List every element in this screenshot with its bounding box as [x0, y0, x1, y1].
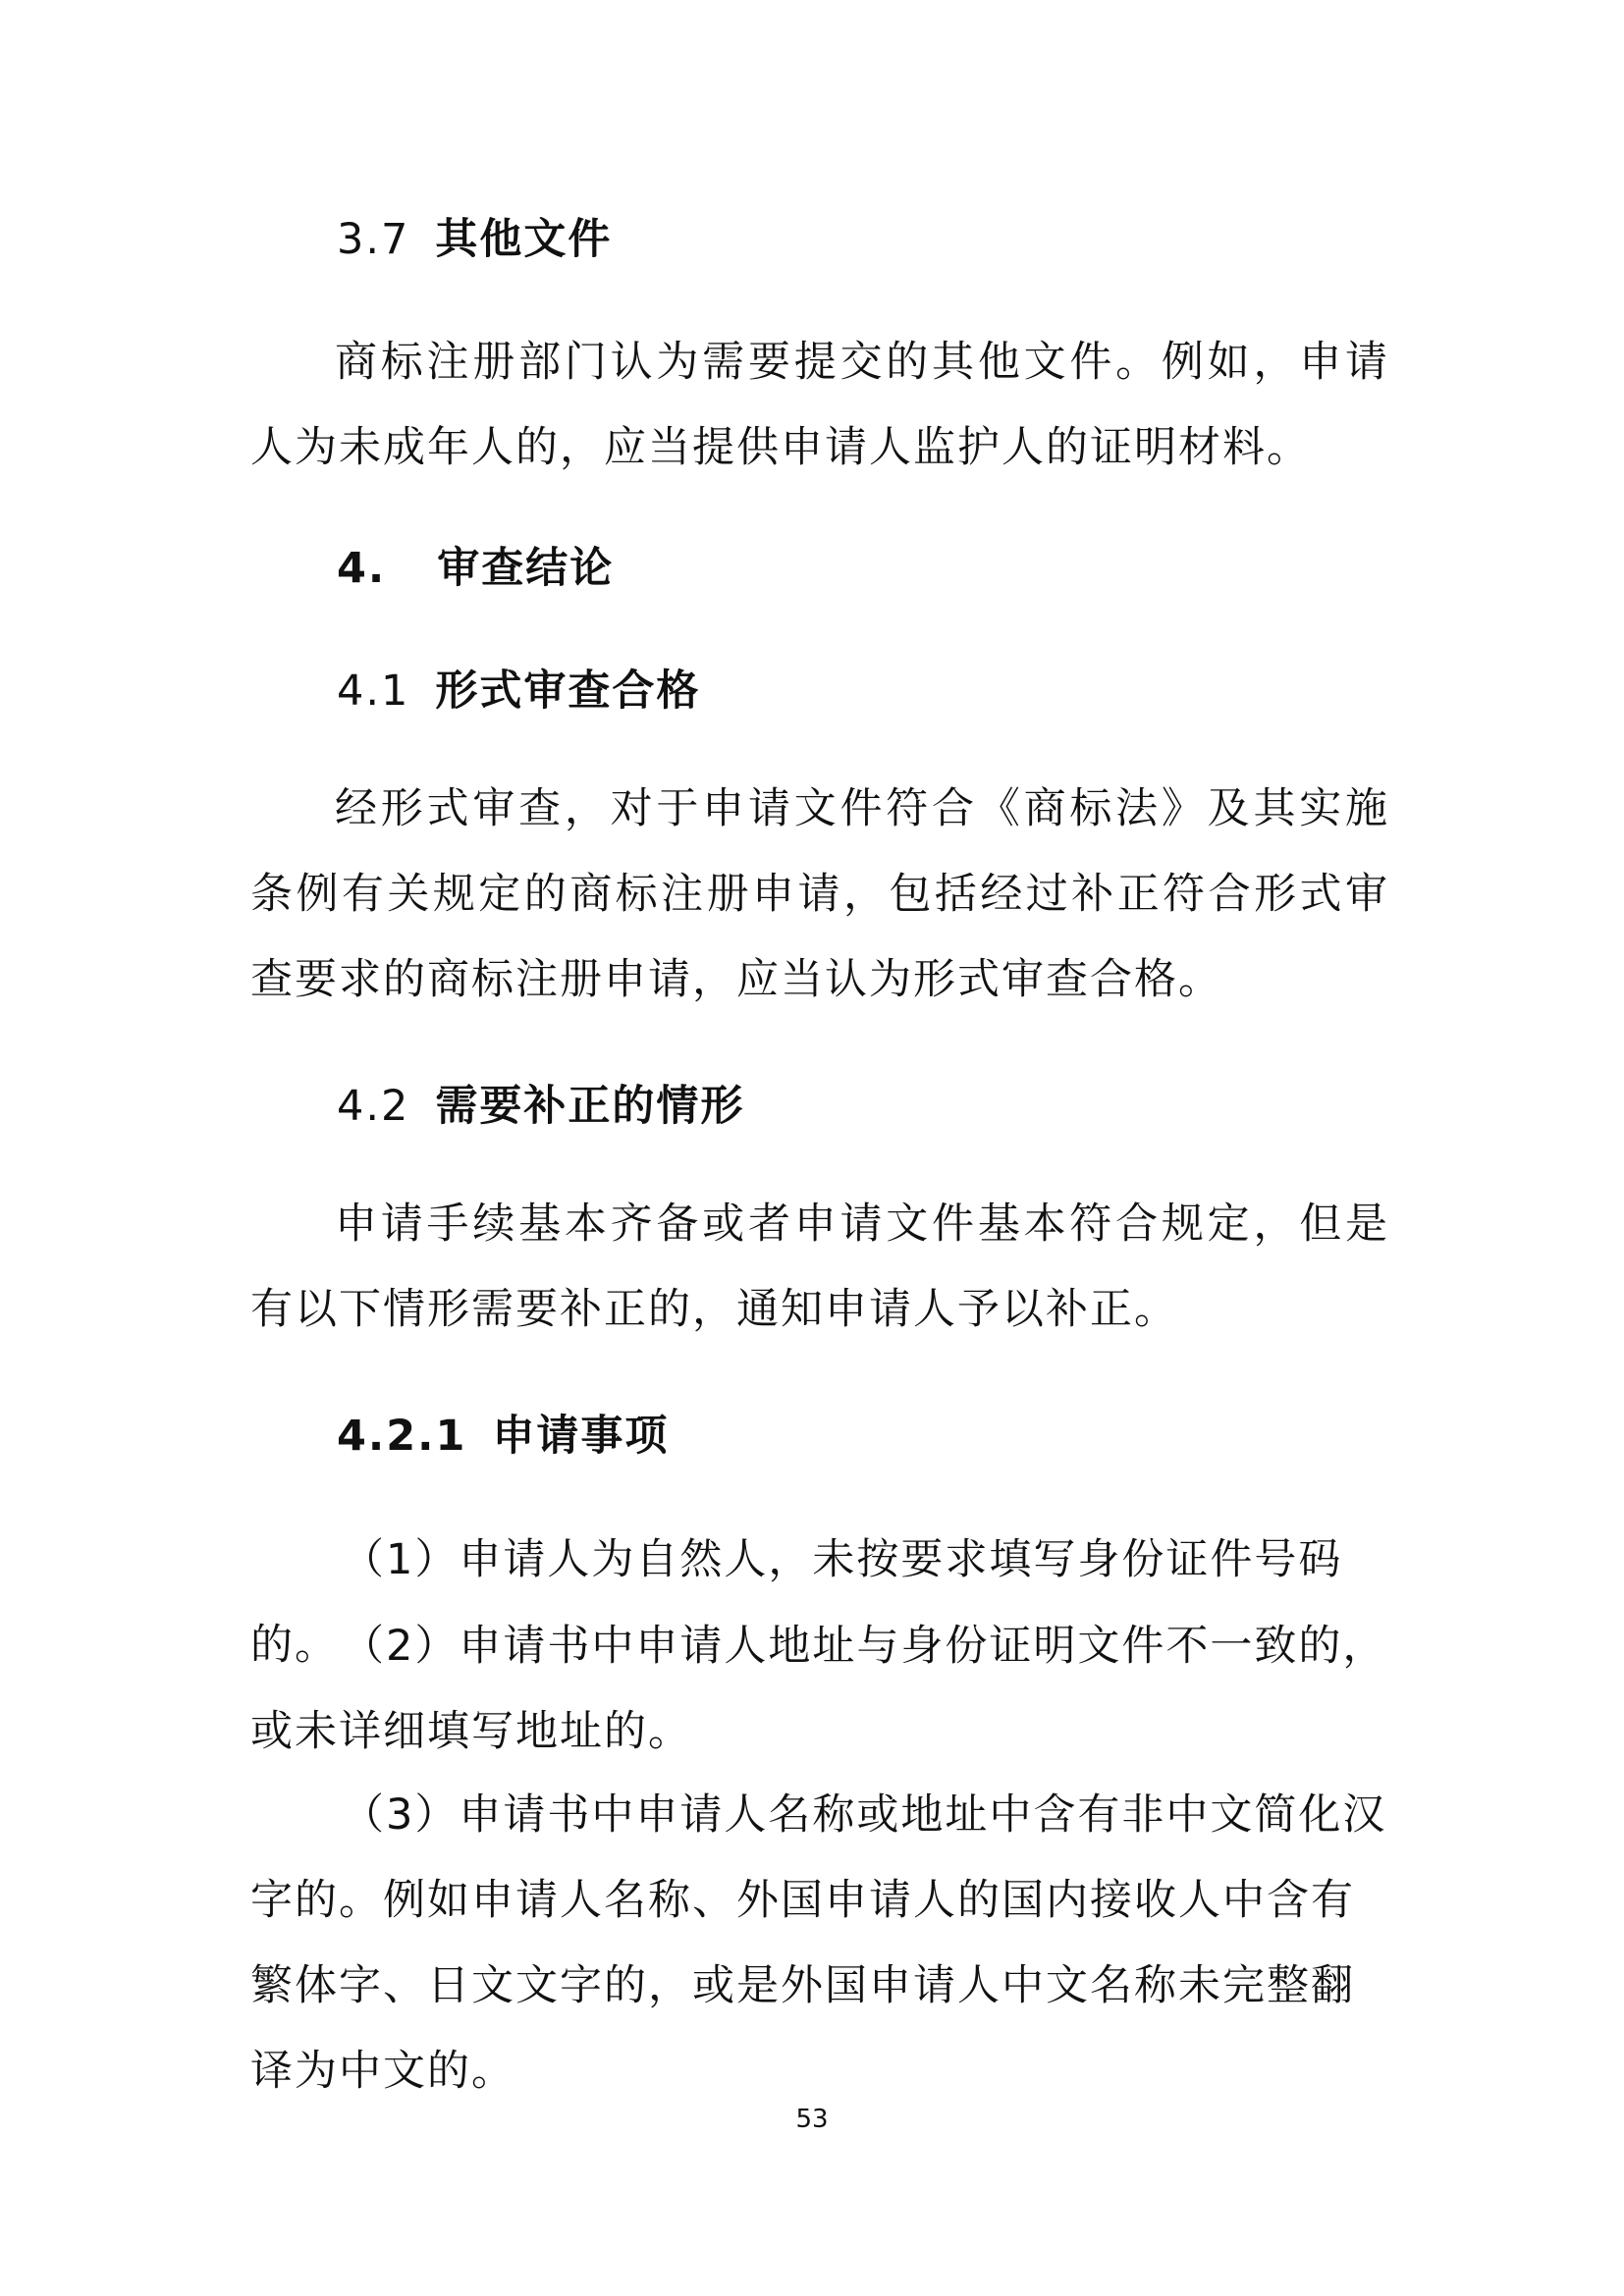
list-item: （3）申请书中申请人名称或地址中含有非中文简化汉字的。例如申请人名称、外国申请人的国内接收人中含有繁体字、日文文字的，或是外国申请人中文名称未完整翻译为中文的。 — [250, 1790, 1387, 2096]
section-title: 审查结论 — [437, 544, 615, 593]
section-number: 4.2.1 — [337, 1412, 467, 1461]
section-title: 需要补正的情形 — [435, 1082, 745, 1131]
section-title: 其他文件 — [435, 215, 613, 264]
section-heading-4-2-1 — [337, 1412, 670, 1461]
list-item: （2）申请书中申请人地址与身份证明文件不一致的，或未详细填写地址的。 — [250, 1622, 1387, 1756]
paragraph-4-1: 经形式审查，对于申请文件符合《商标法》及其实施条例有关规定的商标注册申请，包括经过补正符合形式审查要求的商标注册申请，应当认为形式审查合格。 — [250, 784, 1389, 1004]
paragraph-4-2: 申请手续基本齐备或者申请文件基本符合规定，但是有以下情形需要补正的，通知申请人予以补正。 — [250, 1200, 1389, 1334]
section-heading-3-7 — [337, 215, 613, 264]
section-number: 4.1 — [337, 667, 410, 716]
section-heading-4-2 — [337, 1082, 745, 1131]
list-item: （1）申请人为自然人，未按要求填写身份证件号码的。 — [250, 1535, 1343, 1670]
section-title: 申请事项 — [492, 1412, 670, 1461]
section-number: 3.7 — [337, 215, 410, 264]
section-title: 形式审查合格 — [435, 667, 701, 716]
page-number: 53 — [795, 2105, 829, 2134]
section-heading-4 — [337, 544, 615, 593]
section-number: 4.2 — [337, 1082, 410, 1131]
paragraph-3-7: 商标注册部门认为需要提交的其他文件。例如，申请人为未成年人的，应当提供申请人监护人的证明材料。 — [250, 338, 1389, 472]
section-heading-4-1 — [337, 667, 701, 716]
section-number: 4. — [337, 544, 387, 593]
